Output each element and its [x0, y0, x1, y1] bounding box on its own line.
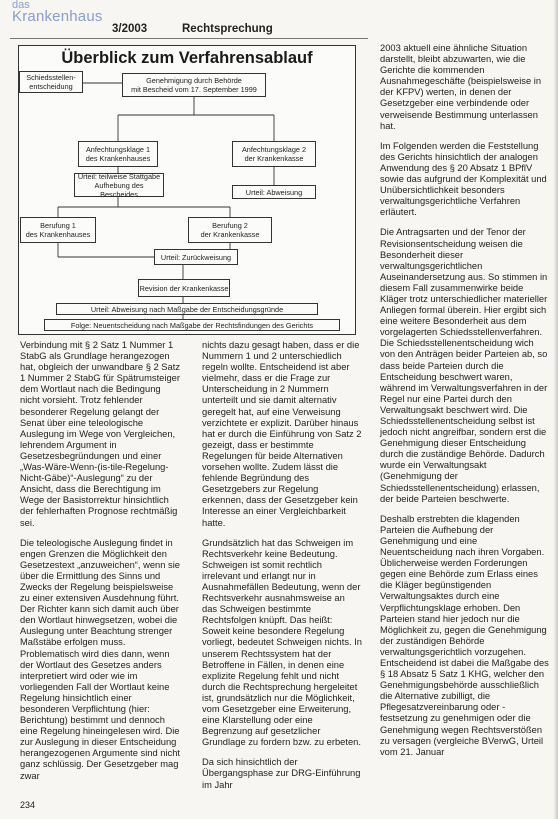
- paragraph: Da sich hinsichtlich der Übergangsphase zur DRG-Einführung im Jahr: [202, 757, 361, 790]
- issue-number: 3/2003: [112, 23, 148, 35]
- page-number: 234: [20, 800, 36, 810]
- paragraph: Deshalb erstrebten die klagenden Parteien die Aufhebung der Genehmigung und eine Neuentscheidung nach ihren Vorgaben. Üblicherweise werden Forderungen gegen eine Behörde zum Erlass eines die Kläger begünstigenden Verwaltungsaktes durch eine Verpflichtungsklage erhoben. Den Parteien stand hier jedoch nur die Möglichkeit zu, gegen die Genehmigung der zuständigen Behörde verwaltungsgerichtlich vorzugehen. Entscheidend ist dabei die Maßgabe des § 18 Absatz 5 Satz 1 KHG, welcher den Genehmigungsbehörde ausschließlich die Alternative zubilligt, die Pflegesatzvereinbarung oder -festsetzung zu genehmigen oder die Genehmigung wegen Rechtsverstößen zu versagen (vergleiche BVerwG, Urteil vom 21. Januar: [380, 513, 549, 757]
- box-berufung-2: Berufung 2 der Krankenkasse: [188, 217, 272, 243]
- text-column-2: [202, 340, 362, 800]
- paragraph: Verbindung mit § 2 Satz 1 Nummer 1 StabG als Grundlage herangezogen hat, obgleich der unwandbare § 2 Satz 1 Nummer 2 StabG für Spätrumsteiger dem Wortlaut nach die Bedingung nicht vorsieht. Trotz fehlender besonderer Regelung gelangt der Senat über eine teleologische Auslegung im Wege von Vergleichen, lehrendem Argument in Gesetzesbegründungen und einer „Was-Wäre-Wenn-(is-tile-Regelung-Nicht-Gäbe)“-Auslegung“ zu der Ansicht, dass die Berechtigung im Wege der Basistorrektur hinsichtlich der fehlerhaften Prognose rechtmäßig sei.: [20, 340, 180, 528]
- paragraph: Im Folgenden werden die Feststellung des Gerichts hinsichtlich der analogen Anwendung des § 20 Absatz 1 BPflV sowie das aufgrund der Komplexität und Unübersichtlichkeit besonders verwaltungsgerichtliche Verfahren erläutert.: [380, 140, 547, 218]
- paragraph: nichts dazu gesagt haben, dass er die Nummern 1 und 2 unterschiedlich regeln wollte. Entscheidend ist aber vielmehr, dass er die Frage zur Unterscheidung in 2 Nummern unterteilt und sie damit alternativ geregelt hat, auf eine Verweisung verzichtete er explizit. Darüber hinaus hat er durch die Einführung von Satz 2 gezeigt, dass er bestimmte Regelungen für beide Alternativen vorsehen wollte. Zudem lässt die fehlende Begründung des Gesetzgebers zur Regelung erkennen, dass der Gesetzgeber kein Interesse an einer Vergleichbarkeit hatte.: [202, 340, 362, 528]
- paragraph: Grundsätzlich hat das Schweigen im Rechtsverkehr keine Bedeutung. Schweigen ist somit rechtlich irrelevant und erlangt nur in Ausnahmefällen Bedeutung, wenn der Rechtsverkehr ausnahmsweise an das Schweigen bestimmte Rechtsfolgen knüpft. Das heißt: Soweit keine besondere Regelung vorliegt, bedeutet Schweigen nichts. In unserem Rechtssystem hat der Betroffene in Fällen, in denen eine explizite Regelung fehlt und nicht durch die Rechtsprechung hergeleitet ist, grundsätzlich nur die Möglichkeit, vom Gesetzgeber eine Erweiterung, eine Klarstellung oder eine Begrenzung auf gesetzlicher Grundlage zu fordern bzw. zu erbeten.: [202, 537, 362, 748]
- journal-logo: [12, 0, 103, 24]
- box-genehmigung: Genehmigung durch Behörde mit Bescheid vom 17. September 1999: [122, 73, 266, 97]
- section-rubric: Rechtsprechung: [182, 23, 273, 35]
- box-anfechtung-1: Anfechtungsklage 1 des Krankenhauses: [78, 141, 158, 167]
- flowchart-title: Überblick zum Verfahrensablauf: [61, 49, 313, 67]
- logo-line-2: Krankenhaus: [12, 8, 103, 25]
- box-urteil-abweisung: Urteil: Abweisung: [232, 185, 316, 199]
- text-column-1: [20, 340, 182, 791]
- logo-line-1: das: [12, 0, 30, 11]
- box-schiedsstelle: Schiedsstellen- entscheidung: [19, 71, 83, 93]
- paragraph: Die Antragsarten und der Tenor der Revisionsentscheidung weisen die Besonderheit dieser verwaltungsgerichtlichen Auseinandersetzung aus. So stimmen in diesem Fall zusammenwirke beide Kläger trotz unterschiedlicher materieller Anliegen formal überein. Hier ergibt sich eine weitere Besonderheit aus dem vorgelagerten Schiedsstellenverfahren. Die Schiedsstellenentscheidung wich von den Anträgen beider Parteien ab, so dass beide Parteien durch die Entscheidung beschwert waren, während im Verwaltungsverfahren in der Regel nur eine Partei durch den Verwaltungsakt beschwert wird. Die Schiedsstellenentscheidung selbst ist jedoch nicht angreifbar, sondern erst die Genehmigung dieser Entscheidung durch die zuständige Behörde. Dadurch wurde ein Verwaltungsakt (Genehmigung der Schiedsstellenentscheidung) erlassen, der beide Parteien beschwerte.: [380, 227, 548, 504]
- paragraph: 2003 aktuell eine ähnliche Situation darstellt, bleibt abzuwarten, wie die Gerichte die kommenden Ausnahmegeschäfte (beispielsweise in der KFPV) werten, in denen der Gesetzgeber eine verbindende oder verweisende Bestimmung unterlassen hat.: [380, 43, 542, 131]
- scan-edge-shadow: [554, 0, 558, 819]
- text-column-3: [380, 43, 550, 767]
- box-urteil-zurueckweisung: Urteil: Zurückweisung: [154, 249, 238, 265]
- header-rule: [10, 38, 368, 39]
- box-urteil-massgabe: Urteil: Abweisung nach Maßgabe der Entscheidungsgründe: [56, 303, 318, 315]
- box-folge: Folge: Neuentscheidung nach Maßgabe der Rechtsfindungen des Gerichts: [44, 319, 340, 331]
- box-berufung-1: Berufung 1 des Krankenhauses: [20, 217, 96, 243]
- paragraph: Die teleologische Auslegung findet in engen Grenzen die Möglichkeit den Gesetzestext „anzuweichen“, wenn sie über die Ermittlung des Sinns und Zwecks der Regelung beispielsweise zu einer extensiven Ausdehnung führt. Der Richter kann sich damit auch über den Wortlaut hinwegsetzen, wobei die Auslegung unter Beachtung strenger Maßstäbe erfolgen muss. Problematisch wird dies dann, wenn der Wortlaut des Gesetzes anders interpretiert wird oder wie im vorliegenden Fall der Wortlaut keine Regelung hinsichtlich einer besonderen Verpflichtung (hier: Berichtung) bestimmt und dennoch eine Regelung hineingelesen wird. Die zur Auslegung in dieser Entscheidung herangezogenen Argumente sind nicht ganz schlüssig. Der Gesetzgeber mag zwar: [20, 537, 180, 781]
- procedure-flowchart: [18, 45, 356, 335]
- box-urteil-stattgabe: Urteil: teilweise Stattgabe Aufhebung des Bescheides: [74, 173, 164, 197]
- box-anfechtung-2: Anfechtungsklage 2 der Krankenkasse: [232, 141, 316, 167]
- box-revision: Revision der Krankenkasse: [138, 279, 230, 297]
